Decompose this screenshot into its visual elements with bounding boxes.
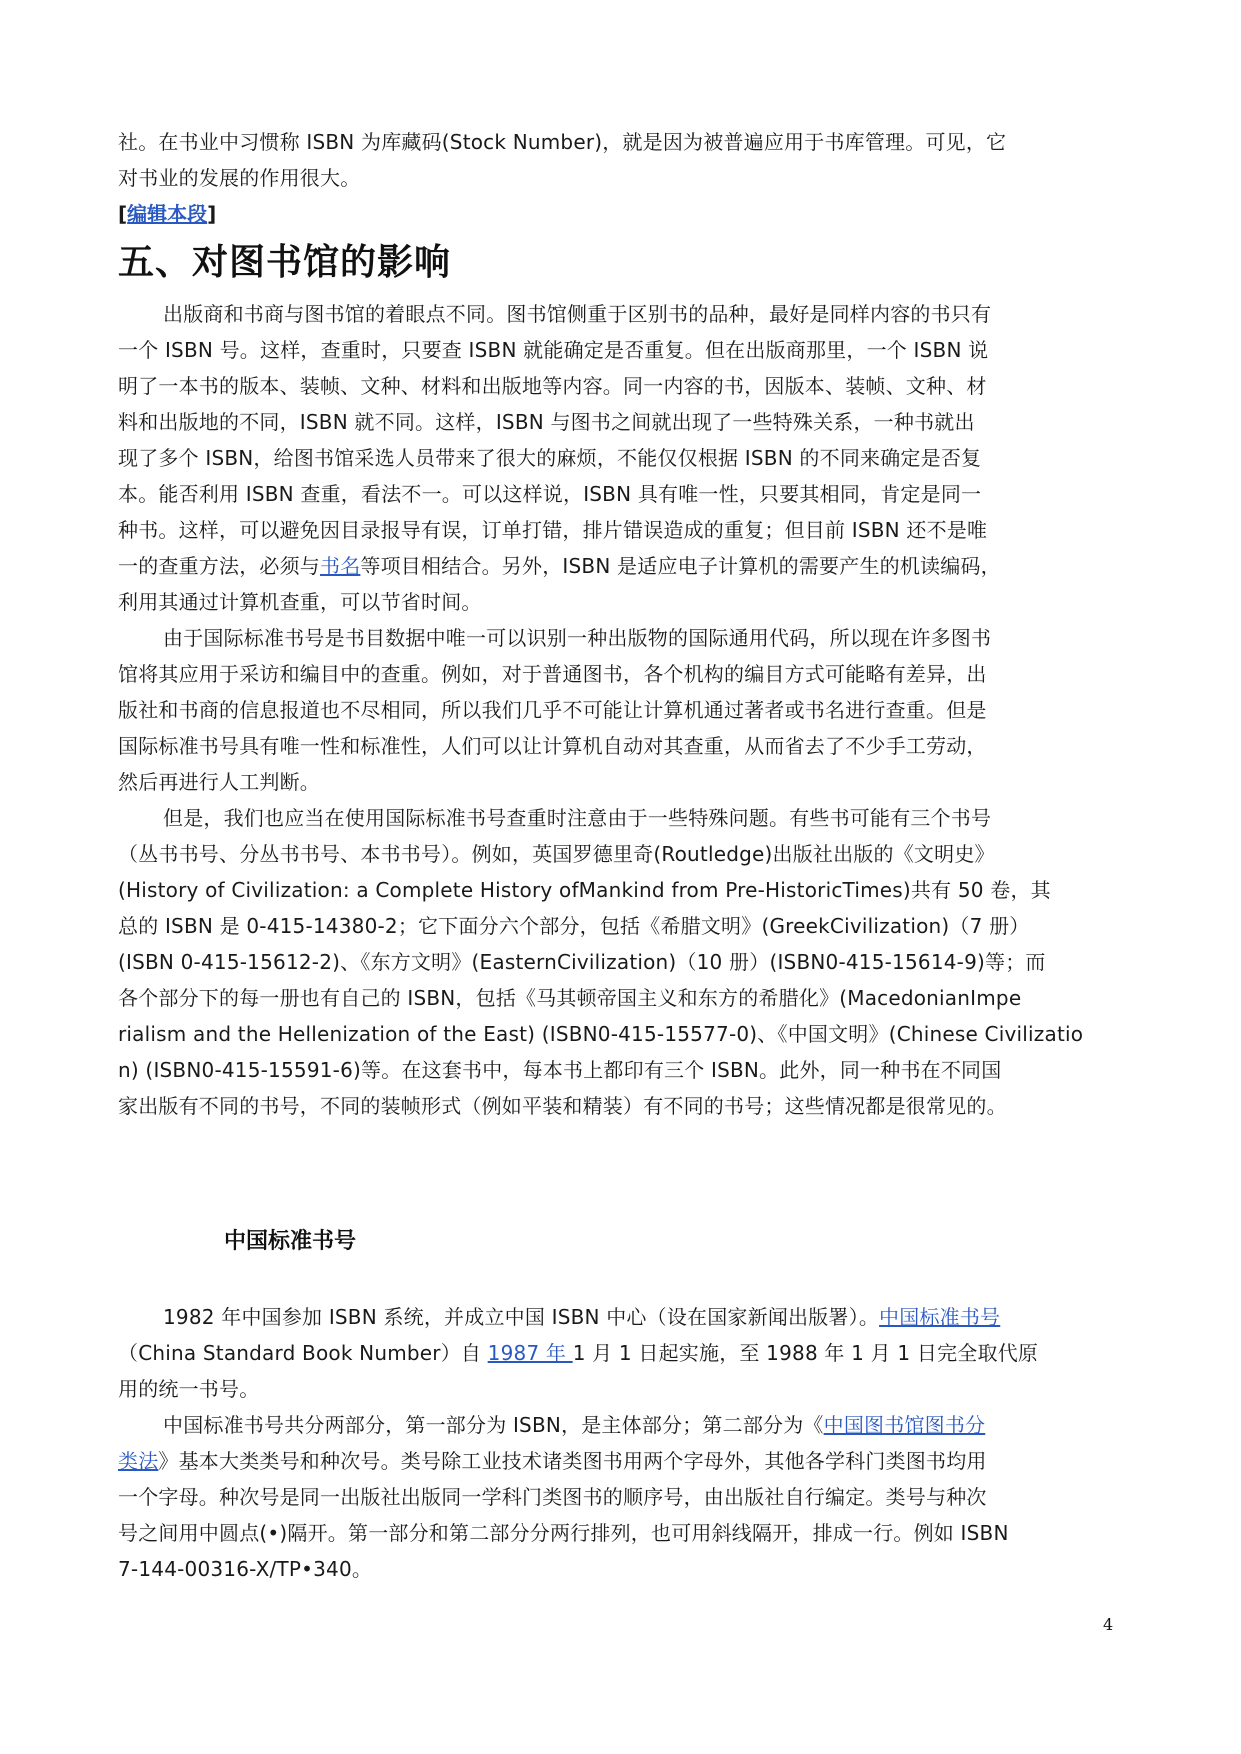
- paragraph-line: 由于国际标准书号是书目数据中唯一可以识别一种出版物的国际通用代码，所以现在许多图书: [163, 626, 992, 650]
- paragraph-line: 一个 ISBN 号。这样，查重时，只要查 ISBN 就能确定是否重复。但在出版商那里，一个 ISBN 说: [118, 338, 989, 362]
- paragraph-line: 本。能否利用 ISBN 查重，看法不一。可以这样说，ISBN 具有唯一性，只要其相同，肯定是同一: [118, 482, 982, 506]
- paragraph-line: 现了多个 ISBN，给图书馆采选人员带来了很大的麻烦，不能仅仅根据 ISBN 的不同来确定是否复: [118, 446, 982, 470]
- paragraph-line: 明了一本书的版本、装帧、文种、材料和出版地等内容。同一内容的书，因版本、装帧、文种、材: [118, 374, 987, 398]
- library-classification-link-cont[interactable]: 类法: [118, 1449, 159, 1473]
- section-heading: 五、对图书馆的影响: [118, 242, 452, 283]
- edit-section-button[interactable]: 编辑本段: [127, 202, 208, 226]
- paragraph-line: (History of Civilization: a Complete History ofMankind from Pre-HistoricTimes)共有 50 卷，其: [118, 878, 1051, 902]
- paragraph-line: 各个部分下的每一册也有自己的 ISBN，包括《马其顿帝国主义和东方的希腊化》(MacedonianImpe: [118, 986, 1022, 1010]
- intro-line-2: 对书业的发展的作用很大。: [118, 166, 361, 190]
- paragraph-line: 国际标准书号具有唯一性和标准性，人们可以让计算机自动对其查重，从而省去了不少手工劳动，: [118, 734, 987, 758]
- year-1987-link[interactable]: 1987 年: [487, 1341, 573, 1365]
- paragraph-line: n) (ISBN0-415-15591-6)等。在这套书中，每本书上都印有三个 ISBN。此外，同一种书在不同国: [118, 1058, 1002, 1082]
- paragraph-line: 用的统一书号。: [118, 1377, 260, 1401]
- paragraph-line: 中国标准书号共分两部分，第一部分为 ISBN，是主体部分；第二部分为《中国图书馆图书分: [163, 1413, 986, 1437]
- paragraph-line: 但是，我们也应当在使用国际标准书号查重时注意由于一些特殊问题。有些书可能有三个书号: [163, 806, 992, 830]
- subsection-heading: 中国标准书号: [224, 1229, 357, 1254]
- paragraph-line: 出版商和书商与图书馆的着眼点不同。图书馆侧重于区别书的品种，最好是同样内容的书只有: [163, 302, 992, 326]
- china-standard-book-number-link[interactable]: 中国标准书号: [879, 1305, 1001, 1329]
- paragraph-line: 种书。这样，可以避免因目录报导有误，订单打错，排片错误造成的重复；但目前 ISBN 还不是唯: [118, 518, 988, 542]
- library-classification-link[interactable]: 中国图书馆图书分: [823, 1413, 986, 1437]
- paragraph-line: 然后再进行人工判断。: [118, 770, 320, 794]
- paragraph-line: 料和出版地的不同，ISBN 就不同。这样，ISBN 与图书之间就出现了一些特殊关系，一种书就出: [118, 410, 975, 434]
- paragraph-line: (ISBN 0-415-15612-2)、《东方文明》(EasternCivilization)（10 册）(ISBN0-415-15614-9)等；而: [118, 950, 1046, 974]
- paragraph-line: （China Standard Book Number）自 1987 年 1 月 1 日起实施，至 1988 年 1 月 1 日完全取代原: [118, 1341, 1039, 1365]
- paragraph-line: 家出版有不同的书号，不同的装帧形式（例如平装和精装）有不同的书号；这些情况都是很常见的。: [118, 1094, 1007, 1118]
- book-title-link[interactable]: 书名: [320, 554, 361, 578]
- edit-section-link: [编辑本段]: [118, 202, 217, 226]
- paragraph-line: 版社和书商的信息报道也不尽相同，所以我们几乎不可能让计算机通过著者或书名进行查重。但是: [118, 698, 987, 722]
- paragraph-line: 1982 年中国参加 ISBN 系统，并成立中国 ISBN 中心（设在国家新闻出版署）。中国标准书号: [163, 1305, 1001, 1329]
- intro-line-1: 社。在书业中习惯称 ISBN 为库藏码(Stock Number)，就是因为被普遍应用于书库管理。可见，它: [118, 130, 1007, 154]
- paragraph-line: 一个字母。种次号是同一出版社出版同一学科门类图书的顺序号，由出版社自行编定。类号与种次: [118, 1485, 987, 1509]
- paragraph-line: 馆将其应用于采访和编目中的查重。例如，对于普通图书，各个机构的编目方式可能略有差异，出: [118, 662, 987, 686]
- paragraph-line: 号之间用中圆点(•)隔开。第一部分和第二部分分两行排列，也可用斜线隔开，排成一行。例如 ISBN: [118, 1521, 1009, 1545]
- paragraph-line: 利用其通过计算机查重，可以节省时间。: [118, 590, 482, 614]
- paragraph-line: 总的 ISBN 是 0-415-14380-2；它下面分六个部分，包括《希腊文明》(GreekCivilization)（7 册）: [118, 914, 1030, 938]
- paragraph-line: 7-144-00316-X/TP•340。: [118, 1557, 373, 1581]
- page-number: 4: [1103, 1615, 1114, 1634]
- paragraph-line: （丛书书号、分丛书书号、本书书号）。例如，英国罗德里奇(Routledge)出版社出版的《文明史》: [118, 842, 995, 866]
- paragraph-line: 一的查重方法，必须与书名等项目相结合。另外，ISBN 是适应电子计算机的需要产生的机读编码，: [118, 554, 1001, 578]
- paragraph-line: 类法》基本大类类号和种次号。类号除工业技术诸类图书用两个字母外，其他各学科门类图书均用: [118, 1449, 987, 1473]
- paragraph-line: rialism and the Hellenization of the East) (ISBN0-415-15577-0)、《中国文明》(Chinese Civilizatio: [118, 1022, 1084, 1046]
